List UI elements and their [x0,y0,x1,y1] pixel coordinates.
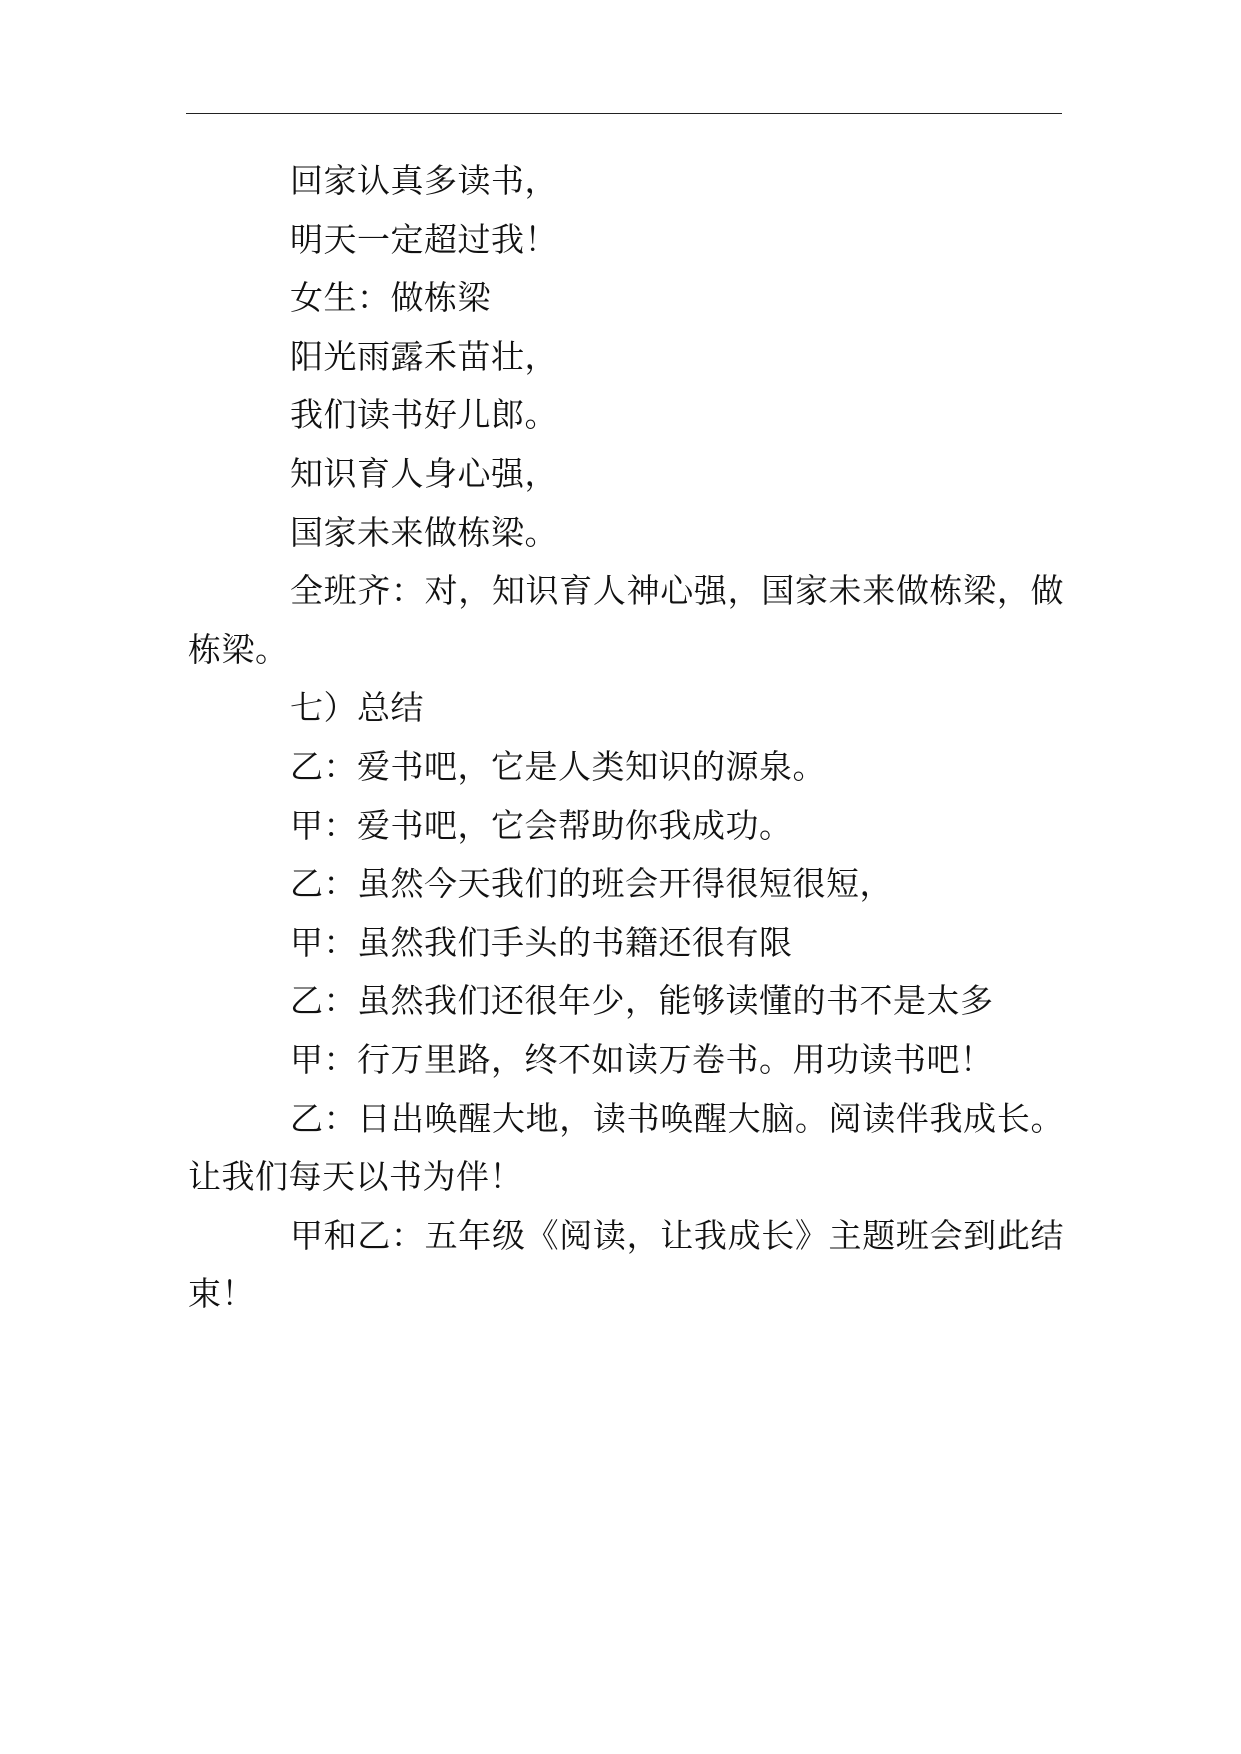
paragraph: 全班齐：对，知识育人神心强，国家未来做栋梁，做栋梁。 [188,571,1064,669]
paragraph: 明天一定超过我！ [290,219,558,259]
paragraph: 乙：日出唤醒大地，读书唤醒大脑。阅读伴我成长。让我们每天以书为伴！ [188,1098,1064,1197]
paragraph: 乙：虽然我们还很年少，能够读懂的书不是太多 [290,981,994,1021]
paragraph: 女生：做栋梁 [290,278,491,318]
header-rule [186,113,1062,114]
paragraph: 乙：虽然今天我们的班会开得很短很短， [290,864,893,904]
paragraph: 乙：爱书吧，它是人类知识的源泉。 [290,746,826,786]
paragraph: 知识育人身心强， [290,453,558,493]
paragraph: 甲和乙：五年级《阅读，让我成长》主题班会到此结束！ [188,1215,1064,1314]
paragraph: 甲：行万里路，终不如读万卷书。用功读书吧！ [290,1039,994,1079]
paragraph: 我们读书好儿郎。 [290,395,558,435]
paragraph: 国家未来做栋梁。 [290,512,558,552]
document-body [188,152,1064,1324]
section-heading: 七）总结 [290,688,424,728]
paragraph: 甲：爱书吧，它会帮助你我成功。 [290,805,793,845]
paragraph: 阳光雨露禾苗壮， [290,336,558,376]
paragraph: 甲：虽然我们手头的书籍还很有限 [290,922,793,962]
paragraph: 回家认真多读书， [290,161,558,200]
